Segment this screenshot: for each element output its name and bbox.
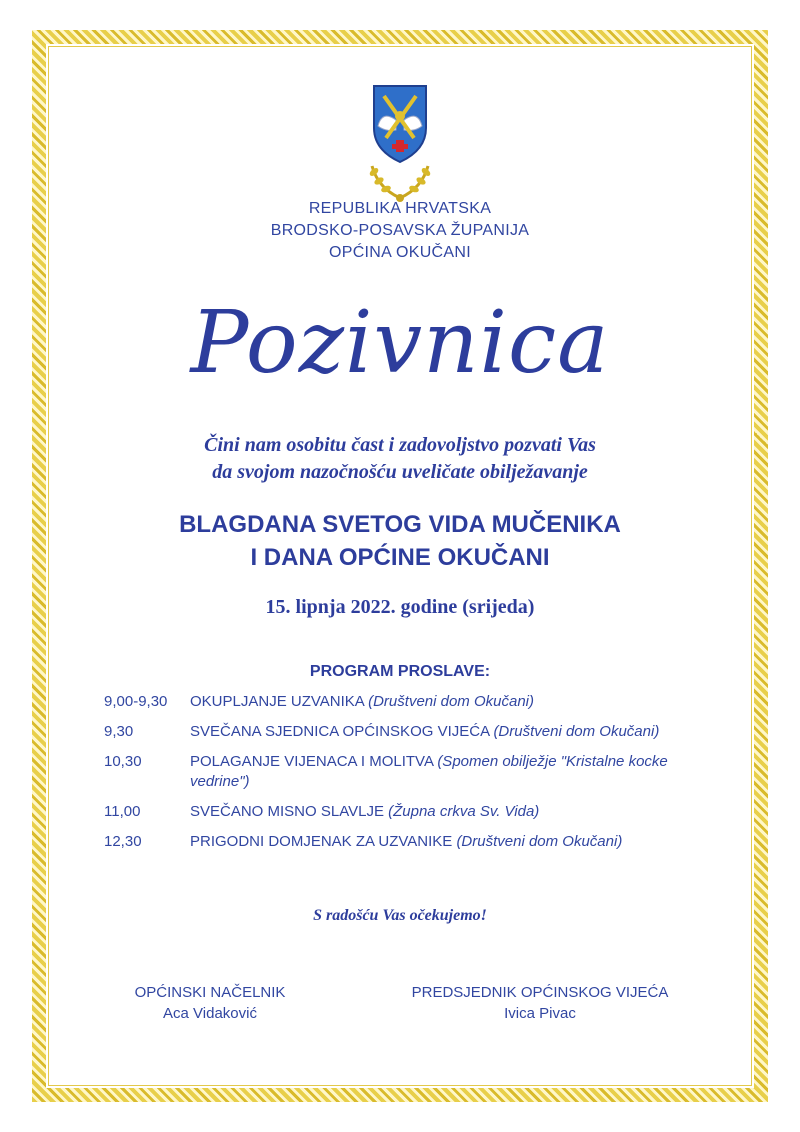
document-title: Pozivnica (190, 293, 610, 393)
header-county: BRODSKO-POSAVSKA ŽUPANIJA (270, 222, 530, 239)
program-item (104, 722, 724, 742)
event-line-2: I DANA OPĆINE OKUČANI (250, 544, 550, 571)
activity-name: POLAGANJE VIJENACA I MOLITVA (190, 753, 434, 770)
program-item (104, 802, 724, 822)
signature-name: Aca Vidaković (163, 1005, 257, 1022)
activity-name: OKUPLJANJE UZVANIKA (190, 693, 364, 710)
activity-name: PRIGODNI DOMJENAK ZA UZVANIKE (190, 833, 453, 850)
issuer-header (60, 198, 740, 264)
program-list (104, 692, 724, 862)
program-time: 9,30 (104, 723, 134, 740)
activity-place: (Društveni dom Okučani) (368, 693, 534, 710)
program-time: 9,00-9,30 (104, 693, 168, 710)
signature-council-president (380, 982, 700, 1024)
header-country: REPUBLIKA HRVATSKA (308, 200, 492, 217)
closing-line: S radošću Vas očekujemo! (313, 907, 487, 924)
program-activity (190, 722, 724, 742)
signature-name: Ivica Pivac (504, 1005, 576, 1022)
header-municipality: OPĆINA OKUČANI (328, 244, 471, 261)
intro-line-2: da svojom nazočnošću uveličate obilježavanje (212, 461, 588, 483)
program-heading: PROGRAM PROSLAVE: (309, 663, 491, 680)
program-activity (190, 832, 724, 852)
signature-mayor (100, 982, 320, 1024)
event-date: 15. lipnja 2022. godine (srijeda) (265, 596, 535, 618)
signature-role: OPĆINSKI NAČELNIK (134, 984, 286, 1001)
activity-place: (Spomen obilježje "Kristalne kocke vedrine") (190, 753, 668, 790)
activity-place: (Društveni dom Okučani) (493, 723, 660, 740)
program-time: 11,00 (104, 803, 141, 820)
program-item (104, 832, 724, 852)
program-activity (190, 752, 724, 792)
event-line-1: BLAGDANA SVETOG VIDA MUČENIKA (179, 511, 621, 538)
program-activity (190, 802, 724, 822)
invitation-intro (60, 432, 740, 486)
program-time: 12,30 (104, 833, 142, 850)
program-item (104, 752, 724, 792)
program-activity (190, 692, 724, 712)
event-name (60, 508, 740, 574)
municipality-coat-of-arms-icon (352, 80, 448, 210)
intro-line-1: Čini nam osobitu čast i zadovoljstvo pozvati Vas (204, 434, 596, 456)
activity-name: SVEČANO MISNO SLAVLJE (190, 803, 384, 820)
activity-name: SVEČANA SJEDNICA OPĆINSKOG VIJEĆA (190, 723, 490, 740)
invitation-content (60, 60, 740, 1070)
program-item (104, 692, 724, 712)
activity-place: (Župna crkva Sv. Vida) (388, 803, 540, 820)
activity-place: (Društveni dom Okučani) (456, 833, 623, 850)
signature-role: PREDSJEDNIK OPĆINSKOG VIJEĆA (411, 984, 669, 1001)
program-time: 10,30 (104, 753, 142, 770)
